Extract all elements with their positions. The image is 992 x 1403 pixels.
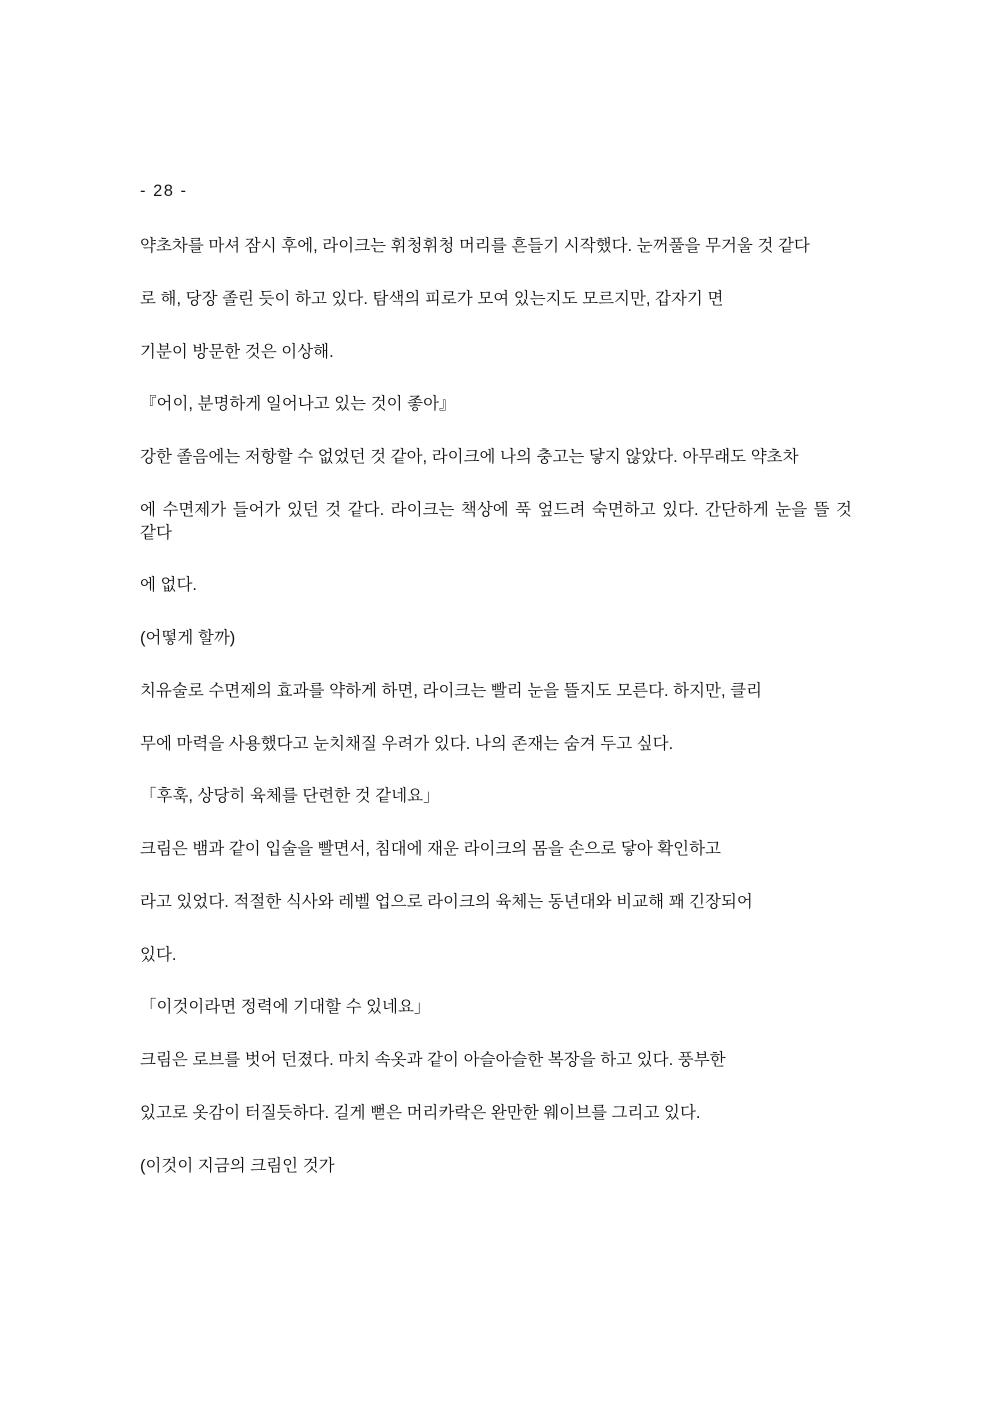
paragraph: 에 없다. [140, 576, 197, 595]
paragraph: 약초차를 마셔 잠시 후에, 라이크는 휘청휘청 머리를 흔들기 시작했다. 눈꺼풀을 무거울 것 같다 [140, 237, 810, 255]
page-number: - 28 - [140, 182, 188, 200]
paragraph: 「후훅, 상당히 육체를 단련한 것 같네요」 [140, 787, 440, 806]
paragraph: 있고로 옷감이 터질듯하다. 길게 뻗은 머리카락은 완만한 웨이브를 그리고 있다. [140, 1104, 701, 1123]
paragraph: (어떻게 할까) [140, 629, 236, 648]
paragraph: 치유술로 수면제의 효과를 약하게 하면, 라이크는 빨리 눈을 뜰지도 모른다. 하지만, 클리 [140, 681, 763, 700]
paragraph: 「이것이라면 정력에 기대할 수 있네요」 [140, 998, 431, 1017]
paragraph: 있다. [140, 945, 177, 964]
document-body [140, 235, 852, 1178]
paragraph: 강한 졸음에는 저항할 수 없었던 것 같아, 라이크에 나의 충고는 닿지 않았다. 아무래도 약초차 [140, 448, 799, 467]
paragraph: 『어이, 분명하게 일어나고 있는 것이 좋아』 [140, 395, 456, 414]
paragraph: 크림은 로브를 벗어 던졌다. 마치 속옷과 같이 아슬아슬한 복장을 하고 있다. 풍부한 [140, 1051, 726, 1070]
paragraph: 로 해, 당장 졸린 듯이 하고 있다. 탐색의 피로가 모여 있는지도 모르지만, 갑자기 면 [140, 289, 724, 308]
paragraph: 무에 마력을 사용했다고 눈치채질 우려가 있다. 나의 존재는 숨겨 두고 싶다. [140, 734, 674, 753]
paragraph: 기분이 방문한 것은 이상해. [140, 342, 334, 361]
paragraph: 라고 있었다. 적절한 식사와 레벨 업으로 라이크의 육체는 동년대와 비교해 꽤 긴장되어 [140, 892, 753, 911]
paragraph: 크림은 뱀과 같이 입술을 빨면서, 침대에 재운 라이크의 몸을 손으로 닿아 확인하고 [140, 840, 721, 859]
paragraph: 에 수면제가 들어가 있던 것 같다. 라이크는 책상에 푹 엎드려 숙면하고 있다. 간단하게 눈을 뜰 것 같다 [140, 500, 852, 542]
paragraph: (이것이 지금의 크림인 것가 [140, 1156, 335, 1175]
